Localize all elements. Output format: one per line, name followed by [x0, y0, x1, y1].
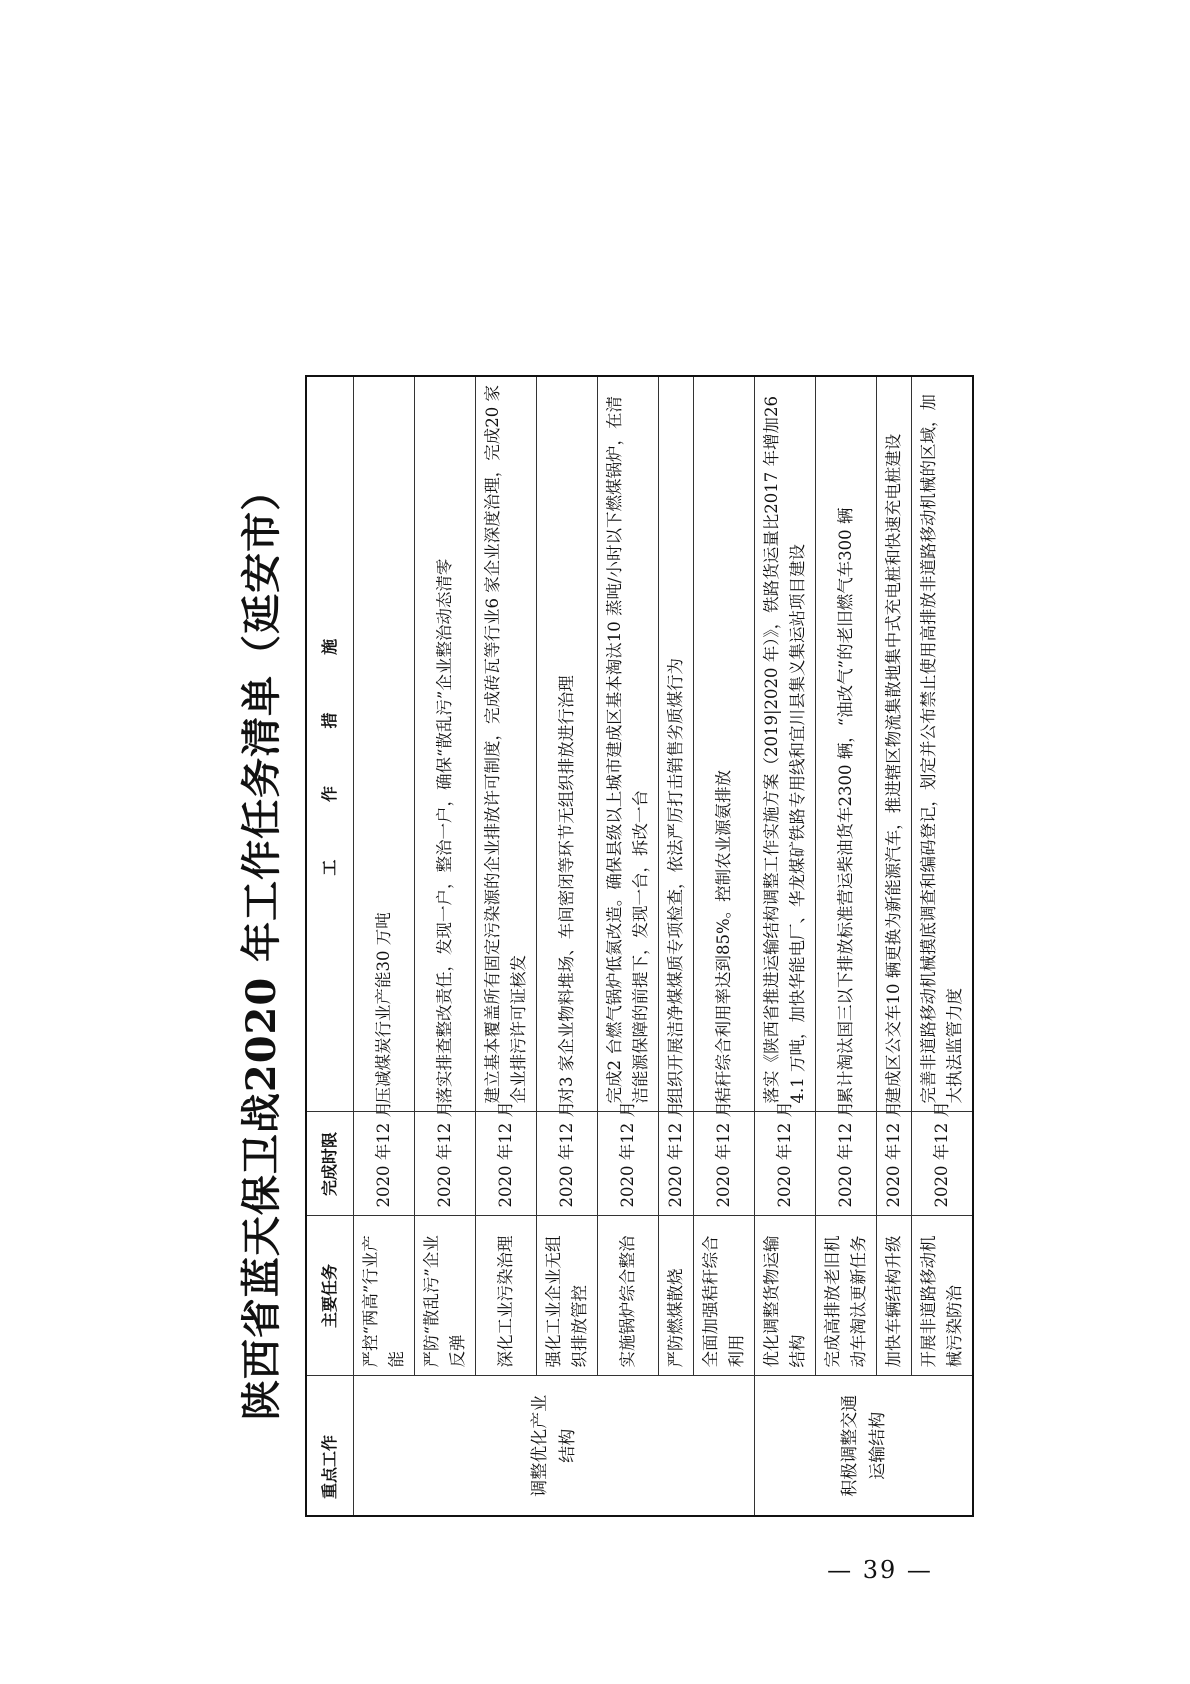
task-cell: 加快车辆结构升级	[877, 1216, 912, 1376]
deadline-cell: 2020 年12 月	[755, 1112, 816, 1216]
table-header-row	[306, 376, 354, 1516]
page-number: — 39 —	[827, 1556, 933, 1584]
page-title: 陕西省蓝天保卫战2020 年工作任务清单（延安市）	[238, 469, 285, 1421]
table-row	[755, 376, 816, 1516]
task-cell: 全面加强秸秆综合利用	[694, 1216, 755, 1376]
table-row	[598, 376, 659, 1516]
table-row	[476, 376, 537, 1516]
task-cell: 强化工业企业无组织排放管控	[537, 1216, 598, 1376]
task-cell: 深化工业污染治理	[476, 1216, 537, 1376]
deadline-cell: 2020 年12 月	[694, 1112, 755, 1216]
table-row	[659, 376, 694, 1516]
deadline-cell: 2020 年12 月	[537, 1112, 598, 1216]
table-row	[877, 376, 912, 1516]
deadline-cell: 2020 年12 月	[476, 1112, 537, 1216]
measures-cell: 完成2 台燃气锅炉低氮改造。确保县级以上城市建成区基本淘汰10 蒸吨/小时以下燃煤锅炉，在清洁能源保障的前提下，发现一台，拆改一台	[598, 376, 659, 1112]
deadline-cell: 2020 年12 月	[877, 1112, 912, 1216]
task-cell: 严控“两高”行业产能	[354, 1216, 415, 1376]
deadline-cell: 2020 年12 月	[598, 1112, 659, 1216]
measures-cell: 落实排查整改责任，发现一户，整治一户，确保“散乱污”企业整治动态清零	[415, 376, 476, 1112]
measures-cell: 落实《陕西省推进运输结构调整工作实施方案（2019|2020 年）》，铁路货运量比2017 年增加264.1 万吨，加快华能电厂、华龙煤矿铁路专用线和宜川县集义集运站项目建设	[755, 376, 816, 1112]
measures-cell: 压减煤炭行业产能30 万吨	[354, 376, 415, 1112]
table-row	[816, 376, 877, 1516]
measures-cell: 组织开展洁净煤煤质专项检查，依法严厉打击销售劣质煤行为	[659, 376, 694, 1112]
measures-cell: 完善非道路移动机械摸底调查和编码登记，划定并公布禁止使用高排放非道路移动机械的区域，加大执法监管力度	[912, 376, 974, 1112]
header-main-task: 主要任务	[306, 1216, 354, 1376]
deadline-cell: 2020 年12 月	[354, 1112, 415, 1216]
deadline-cell: 2020 年12 月	[415, 1112, 476, 1216]
table-row	[912, 376, 974, 1516]
header-key-work: 重点工作	[306, 1376, 354, 1516]
table-row	[354, 376, 415, 1516]
task-table	[305, 375, 974, 1517]
deadline-cell: 2020 年12 月	[912, 1112, 974, 1216]
task-cell: 完成高排放老旧机动车淘汰更新任务	[816, 1216, 877, 1376]
deadline-cell: 2020 年12 月	[816, 1112, 877, 1216]
measures-cell: 建立基本覆盖所有固定污染源的企业排放许可制度，完成砖瓦等行业6 家企业深度治理，完成20 家企业排污许可证核发	[476, 376, 537, 1112]
table-row	[694, 376, 755, 1516]
group-cell: 积极调整交通运输结构	[755, 1376, 974, 1516]
table-row	[537, 376, 598, 1516]
task-cell: 开展非道路移动机械污染防治	[912, 1216, 974, 1376]
measures-cell: 秸秆综合利用率达到85%。控制农业源氨排放	[694, 376, 755, 1112]
measures-cell: 累计淘汰国三以下排放标准营运柴油货车2300 辆，“油改气”的老旧燃气车300 辆	[816, 376, 877, 1112]
task-cell: 严防燃煤散烧	[659, 1216, 694, 1376]
rotated-page-content	[227, 365, 964, 1525]
task-cell: 严防“散乱污”企业反弹	[415, 1216, 476, 1376]
task-cell: 优化调整货物运输结构	[755, 1216, 816, 1376]
measures-cell: 建成区公交车10 辆更换为新能源汽车，推进辖区物流集散地集中式充电桩和快速充电桩建设	[877, 376, 912, 1112]
header-deadline: 完成时限	[306, 1112, 354, 1216]
group-cell: 调整优化产业结构	[354, 1376, 755, 1516]
table-row	[415, 376, 476, 1516]
measures-cell: 对3 家企业物料堆场、车间密闭等环节无组织排放进行治理	[537, 376, 598, 1112]
header-measures: 工 作 措 施	[306, 376, 354, 1112]
deadline-cell: 2020 年12 月	[659, 1112, 694, 1216]
task-cell: 实施锅炉综合整治	[598, 1216, 659, 1376]
